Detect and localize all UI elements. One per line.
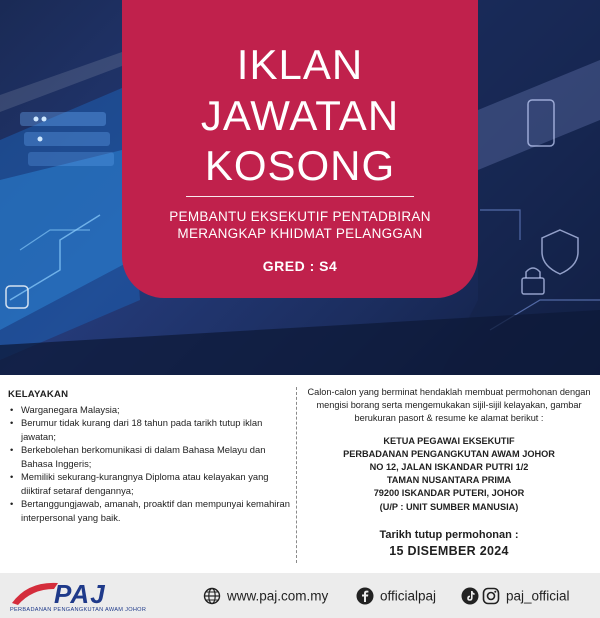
globe-icon xyxy=(203,587,221,605)
address-line: (U/P : UNIT SUMBER MANUSIA) xyxy=(379,501,519,512)
position-title-line-2: MERANGKAP KHIDMAT PELANGGAN xyxy=(177,226,423,241)
job-title-badge xyxy=(122,0,478,298)
website-label: www.paj.com.my xyxy=(227,588,329,604)
tiktok-icon xyxy=(461,587,479,605)
qualifications-panel xyxy=(8,388,293,524)
website-link[interactable] xyxy=(203,586,328,606)
paj-logo xyxy=(10,577,195,617)
address-line: NO 12, JALAN ISKANDAR PUTRI 1/2 xyxy=(369,462,529,473)
logo-subtitle: PERBADANAN PENGANGKUTAN AWAM JOHOR xyxy=(10,607,147,613)
details-section xyxy=(0,375,600,573)
application-panel xyxy=(304,386,594,560)
logo-swoosh-icon xyxy=(10,577,60,607)
list-item: • Warganegara Malaysia; xyxy=(10,403,120,415)
qualifications-heading: KELAYAKAN xyxy=(8,389,69,400)
facebook-label: officialpaj xyxy=(380,588,437,604)
facebook-link[interactable] xyxy=(356,586,436,606)
headline-line-3: KOSONG xyxy=(204,142,396,189)
bullet-icon: • xyxy=(10,471,14,482)
mailing-address xyxy=(304,435,594,514)
social-handle-link[interactable] xyxy=(461,586,570,606)
bullet-icon: • xyxy=(10,444,14,455)
address-line: 79200 ISKANDAR PUTERI, JOHOR xyxy=(373,488,525,499)
address-line: KETUA PEGAWAI EKSEKUTIF xyxy=(383,435,515,446)
list-item: • Bertanggungjawab, amanah, proaktif dan mempunyai kemahiran interpersonal yang baik. xyxy=(10,498,290,523)
bullet-icon: • xyxy=(10,417,14,428)
social-handle-label: paj_official xyxy=(506,588,570,604)
headline-line-2: JAWATAN xyxy=(200,92,400,139)
list-item: • Berkebolehan berkomunikasi di dalam Bahasa Melayu dan Bahasa Inggeris; xyxy=(10,444,266,469)
logo-wordmark: PAJ xyxy=(54,579,106,609)
position-title-line-1: PEMBANTU EKSEKUTIF PENTADBIRAN xyxy=(169,209,431,224)
address-line: TAMAN NUSANTARA PRIMA xyxy=(386,475,512,486)
bullet-icon: • xyxy=(10,498,14,509)
application-instruction: Calon-calon yang berminat hendaklah membuat permohonan dengan mengisi borang serta mengemukakan sijil-sijil kelayakan, gambar berukuran pasort & resume ke alamat berikut : xyxy=(307,387,591,424)
headline-line-1: IKLAN xyxy=(236,41,364,88)
facebook-icon xyxy=(356,587,374,605)
list-item: • Memiliki sekurang-kurangnya Diploma atau kelayakan yang diiktiraf setaraf dengannya; xyxy=(10,471,269,496)
column-divider xyxy=(296,387,297,563)
closing-date-label: Tarikh tutup permohonan : xyxy=(379,528,519,541)
grade-label: GRED : S4 xyxy=(262,258,338,274)
footer-bar xyxy=(0,573,600,618)
instagram-icon xyxy=(482,587,500,605)
bullet-icon: • xyxy=(10,403,14,415)
qualifications-list xyxy=(8,403,293,525)
address-line: PERBADANAN PENGANGKUTAN AWAM JOHOR xyxy=(343,448,555,459)
list-item: • Berumur tidak kurang dari 18 tahun pada tarikh tutup iklan jawatan; xyxy=(10,417,263,442)
closing-date: 15 DISEMBER 2024 xyxy=(389,543,509,558)
headline-divider xyxy=(186,196,414,197)
